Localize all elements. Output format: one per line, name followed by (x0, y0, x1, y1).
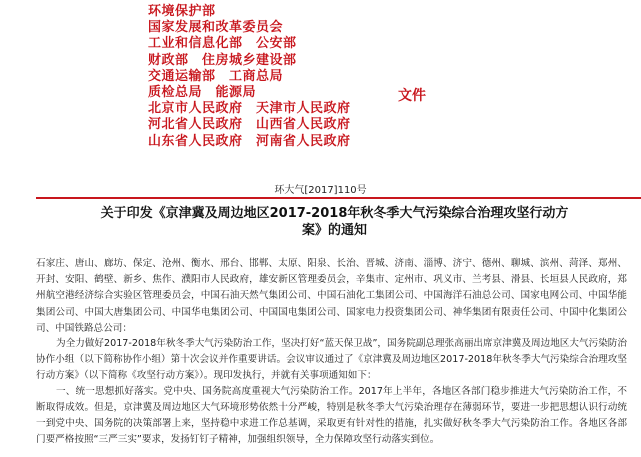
issuer-line: 北京市人民政府 天津市人民政府 (148, 101, 351, 117)
title-line: 关于印发《京津冀及周边地区2017-2018年秋冬季大气污染综合治理攻坚行动方 (100, 206, 569, 221)
red-divider (36, 197, 641, 199)
document-body (36, 336, 627, 448)
document-number: 环大气[2017]110号 (274, 185, 367, 196)
body-paragraph: 一、统一思想抓好落实。党中央、国务院高度重视大气污染防治工作。2017年上半年，各地区各部门稳步推进大气污染防治工作，不断取得成效。但是，京津冀及周边地区大气环境形势依然十分严峻，特别是秋冬季大气污染治理存在薄弱环节，要进一步把思想认识行动统一到党中央、国务院的决策部署上来，坚持稳中求进工作总基调，采取更有针对性的措施，扎实做好秋冬季大气污染防治工作。各地区各部门要严格按照“三严三实”要求，发扬钉钉子精神，加强组织领导，全力保障攻坚行动落实到位。 (36, 386, 627, 445)
issuer-line: 工业和信息化部 公安部 (148, 36, 297, 52)
issuer-line: 财政部 住房城乡建设部 (148, 52, 297, 68)
issuer-line: 质检总局 能源局 (148, 85, 257, 101)
body-paragraph: 为全力做好2017-2018年秋冬季大气污染防治工作，坚决打好“蓝天保卫战”，国务院副总理张高丽出席京津冀及周边地区大气污染防治协作小组（以下简称协作小组）第十次会议并作重要讲话。会议审议通过了《京津冀及周边地区2017-2018年秋冬季大气污染综合治理攻坚行动方案》（以下简称《攻坚行动方案》）。现印发执行，并就有关事项通知如下： (36, 338, 627, 381)
document-label: 文件 (398, 88, 426, 104)
document-title (62, 205, 607, 239)
issuer-line: 环境保护部 (148, 4, 216, 19)
issuer-line: 河北省人民政府 山西省人民政府 (148, 117, 351, 133)
issuer-line: 山东省人民政府 河南省人民政府 (148, 133, 351, 149)
recipient-list: 石家庄、唐山、廊坊、保定、沧州、衡水、邢台、邯郸、太原、阳泉、长治、晋城、济南、淄博、济宁、德州、聊城、滨州、菏泽、郑州、开封、安阳、鹤壁、新乡、焦作、濮阳市人民政府，雄安新区管理委员会，辛集市、定州市、巩义市、兰考县、滑县、长垣县人民政府，郑州航空港经济综合实验区管理委员会，中国石油天然气集团公司、中国石油化工集团公司、中国海洋石油总公司、国家电网公司、中国华能集团公司、中国大唐集团公司、中国华电集团公司、中国国电集团公司、国家电力投资集团公司、神华集团有限责任公司、中国中化集团公司、中国铁路总公司： (36, 258, 627, 334)
issuer-line: 交通运输部 工商总局 (148, 68, 284, 84)
title-line: 案》的通知 (301, 223, 367, 238)
issuer-line: 国家发展和改革委员会 (148, 20, 284, 36)
issuing-authorities (148, 4, 351, 150)
